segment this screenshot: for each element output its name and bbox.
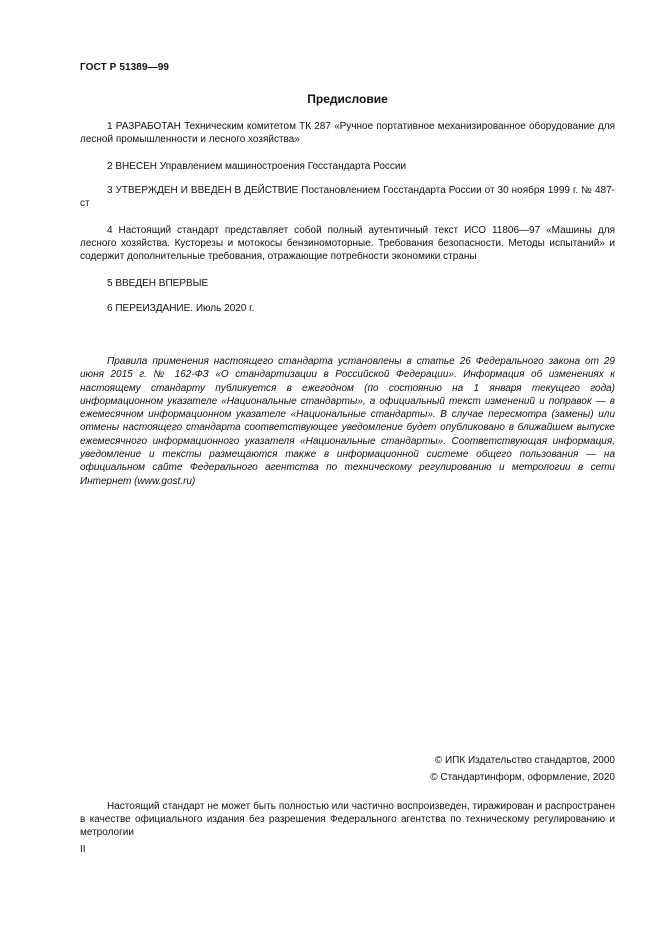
copyright-design: © Стандартинформ, оформление, 2020 [430,772,615,783]
page-number: II [80,844,86,855]
preface-item-1: 1 РАЗРАБОТАН Техническим комитетом ТК 287 «Ручное портативное механизированное оборудование для лесной промышленности и лесного хозяйства» [80,121,615,145]
preface-title: Предисловие [307,92,388,106]
preface-item-5: 5 ВВЕДЕН ВПЕРВЫЕ [107,278,209,289]
reprint-restriction-notice: Настоящий стандарт не может быть полностью или частично воспроизведен, тиражирован и распространен в качестве официального издания без разрешения Федерального агентства по техническому регулированию и метрологии [80,801,615,838]
preface-item-4: 4 Настоящий стандарт представляет собой полный аутентичный текст ИСО 11806—97 «Машины для лесного хозяйства. Кусторезы и мотокосы бензиномоторные. Требования безопасности. Методы испытаний» и содержит дополнительные требования, отражающие потребности экономики страны [80,225,615,262]
standard-application-notice: Правила применения настоящего стандарта установлены в статье 26 Федерального закона от 29 июня 2015 г. № 162-ФЗ «О стандартизации в Российской Федерации». Информация об изменениях к настоящему стандарту публикуется в ежегодном (по состоянию на 1 января текущего года) информационном указателе «Национальные стандарты», а официальный текст изменений и поправок — в ежемесячном информационном указателе «Национальные стандарты». В случае пересмотра (замены) или отмены настоящего стандарта соответствующее уведомление будет опубликовано в ближайшем выпуске ежемесячного информационного указателя «Национальные стандарты». Соответствующая информация, уведомление и тексты размещаются также в информационной системе общего пользования — на официальном сайте Федерального агентства по техническому регулированию и метрологии в сети Интернет (www.gost.ru) [80,356,615,487]
preface-item-6: 6 ПЕРЕИЗДАНИЕ. Июль 2020 г. [107,303,255,314]
preface-item-3: 3 УТВЕРЖДЕН И ВВЕДЕН В ДЕЙСТВИЕ Постановлением Госстандарта России от 30 ноября 1999 г. № 487-ст [80,185,615,209]
preface-item-2: 2 ВНЕСЕН Управлением машиностроения Госстандарта России [107,161,407,172]
document-code: ГОСТ Р 51389—99 [80,62,170,73]
copyright-publisher: © ИПК Издательство стандартов, 2000 [434,755,615,766]
